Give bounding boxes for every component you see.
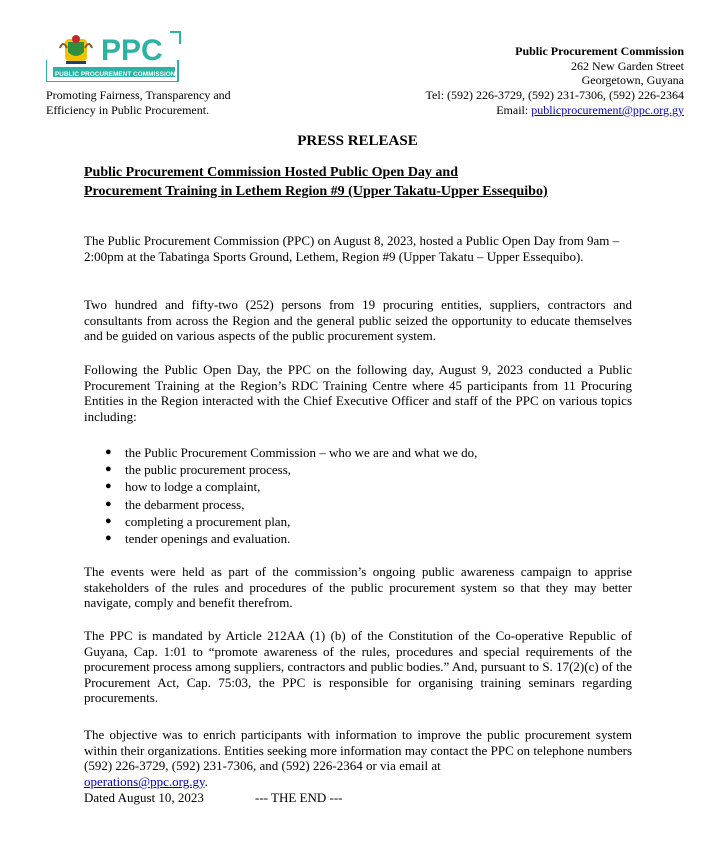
telephone-line: Tel: (592) 226-3729, (592) 231-7306, (592) 226-2364 <box>425 88 684 103</box>
list-item: ● completing a procurement plan, <box>105 513 291 529</box>
end-mark: --- THE END --- <box>255 790 343 805</box>
logo-subtitle: PUBLIC PROCUREMENT COMMISSION <box>55 71 176 78</box>
email-line <box>364 103 684 118</box>
paragraph: Two hundred and fifty-two (252) persons from 19 procuring entities, suppliers, contractors and consultants from across the Region and the general public seized the opportunity to educate themselves and be guided on various aspects of the public procurement system. <box>84 297 632 344</box>
bullet-icon: ● <box>105 514 112 527</box>
headline <box>84 163 548 201</box>
bullet-icon: ● <box>105 463 112 476</box>
tagline-line: Promoting Fairness, Transparency and <box>46 88 231 102</box>
list-item: ● the Public Procurement Commission – who we are and what we do, <box>105 445 478 460</box>
contact-email-link[interactable]: operations@ppc.org.gy <box>84 774 205 789</box>
paragraph: The Public Procurement Commission (PPC) on August 8, 2023, hosted a Public Open Day from 9am – 2:00pm at the Tabatinga Sports Ground, Lethem, Region #9 (Upper Takatu – Upper Essequibo). <box>84 233 620 264</box>
coat-of-arms-icon <box>60 35 92 64</box>
contact-email-line: operations@ppc.org.gy. <box>84 774 208 789</box>
list-item: ● tender openings and evaluation. <box>105 531 291 547</box>
press-release-label: PRESS RELEASE <box>297 133 418 149</box>
logo-wordmark: PPC <box>101 34 163 67</box>
address-line: 262 New Garden Street <box>571 58 684 73</box>
topics-list <box>103 444 477 547</box>
contact-block <box>364 44 684 118</box>
organization-name: Public Procurement Commission <box>515 44 684 58</box>
paragraph: The PPC is mandated by Article 212AA (1) (b) of the Constitution of the Co-operative Republic of Guyana, Cap. 1:01 to “promote awareness of the rules, procedures and special requirements of the procurement process among suppliers, contractors and public bodies.” And, pursuant to S. 17(2)(c) of the Procurement Act, Cap. 75:03, the PPC is responsible for organising training seminars regarding procurements. <box>84 628 632 706</box>
bullet-icon: ● <box>105 532 112 545</box>
bullet-icon: ● <box>105 446 112 458</box>
headline-line: Public Procurement Commission Hosted Public Open Day and <box>84 165 459 180</box>
paragraph: The events were held as part of the commission’s ongoing public awareness campaign to apprise stakeholders of the rules and procedures of the public procurement system so that they may better navigate, comply and benefit therefrom. <box>84 564 632 611</box>
email-label: Email: <box>496 102 532 117</box>
paragraph: The objective was to enrich participants with information to improve the public procurement system within their organizations. Entities seeking more information may contact the PPC on telephone numbers (592) 226-3729, (592) 231-7306, and (592) 226-2364 or via email at <box>84 727 632 774</box>
closing-line <box>84 790 343 806</box>
tagline-line: Efficiency in Public Procurement. <box>46 103 210 117</box>
date-line: Dated August 10, 2023 <box>84 790 204 805</box>
list-item: ● how to lodge a complaint, <box>105 479 261 495</box>
tagline <box>46 88 231 118</box>
bullet-icon: ● <box>105 497 112 510</box>
email-link[interactable]: publicprocurement@ppc.org.gy <box>531 102 684 117</box>
list-item: ● the public procurement process, <box>105 462 292 478</box>
bullet-icon: ● <box>105 480 112 493</box>
list-item: ● the debarment process, <box>105 496 245 512</box>
headline-line: Procurement Training in Lethem Region #9 (Upper Takatu-Upper Essequibo) <box>84 184 548 199</box>
paragraph: Following the Public Open Day, the PPC on the following day, August 9, 2023 conducted a Public Procurement Training at the Region’s RDC Training Centre where 45 participants from 11 Procuring Entities in the Region interacted with the Chief Executive Officer and staff of the PPC on various topics including: <box>84 362 632 424</box>
address-line: Georgetown, Guyana <box>581 73 684 88</box>
